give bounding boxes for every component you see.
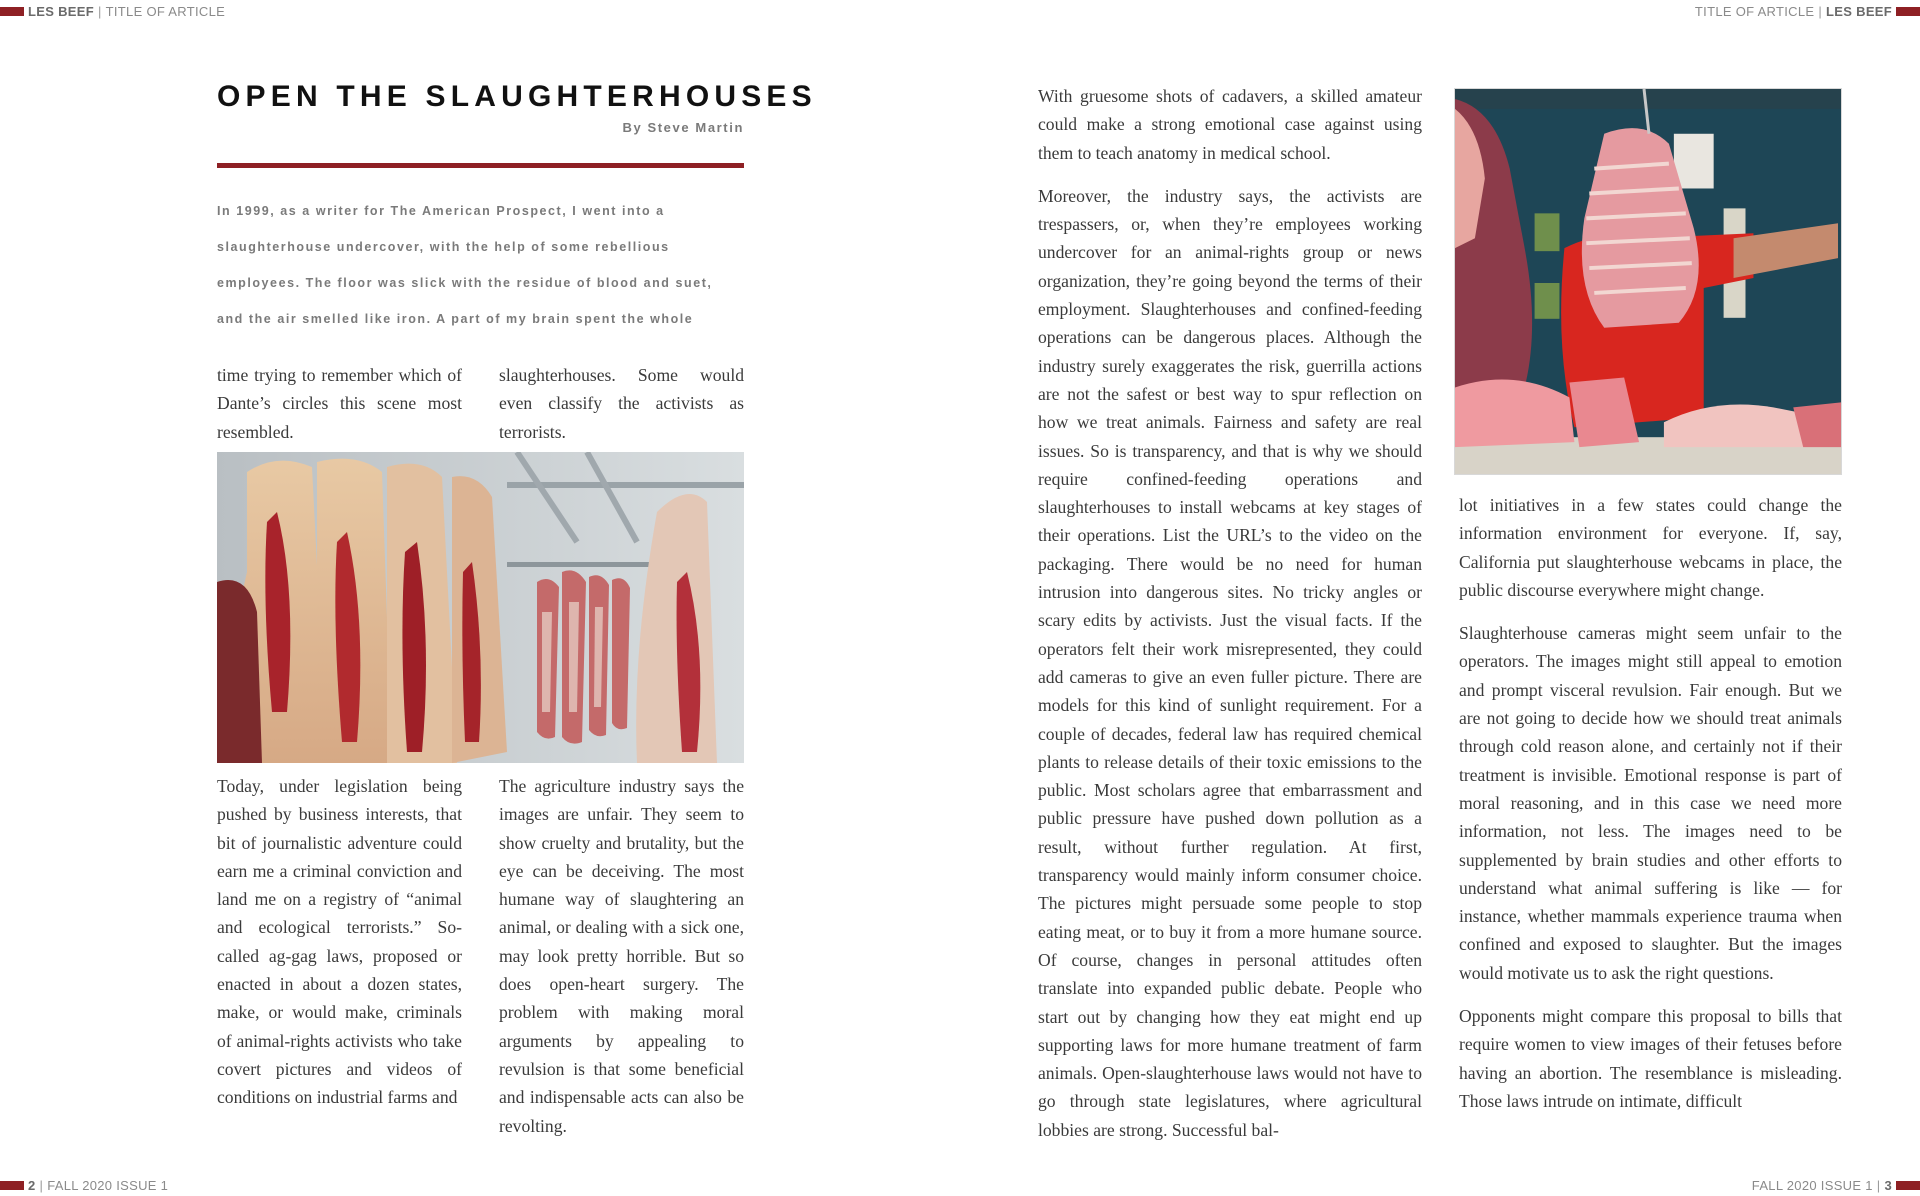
paragraph: Opponents might compare this proposal to bills that require women to view images of their fetuses before having an abortion. The resemblance is misleading. Those laws intrude on intimate, difficult	[1459, 1006, 1842, 1111]
right-col2	[1459, 491, 1842, 1115]
paragraph-gap	[1459, 604, 1842, 619]
accent-bar	[1896, 7, 1920, 16]
photo-carcasses-icon	[217, 452, 744, 763]
left-col2-bottom	[499, 772, 744, 1140]
right-col1	[1038, 82, 1422, 1144]
section-title: TITLE OF ARTICLE	[105, 4, 226, 19]
left-col1-bottom	[217, 772, 462, 1112]
issue-label: FALL 2020 ISSUE 1	[47, 1178, 169, 1193]
accent-bar	[0, 1181, 24, 1190]
paragraph: The agriculture industry says the images are unfair. They seem to show cruelty and brutality, but the eye can be deceiving. The most humane way of slaughtering an animal, or dealing with a sick one, may look pretty horrible. But so does open-heart surgery. The problem with making moral arguments by appealing to revulsion is that some beneficial and indispensable acts can also be revolting.	[499, 776, 744, 1136]
section-title: TITLE OF ARTICLE	[1694, 4, 1815, 19]
photo-carcasses	[217, 452, 744, 763]
issue-label: FALL 2020 ISSUE 1	[1751, 1178, 1873, 1193]
paragraph-gap	[1459, 987, 1842, 1002]
running-footer-right	[1752, 1178, 1920, 1193]
separator: |	[97, 4, 102, 19]
byline: By Steve Martin	[622, 120, 744, 135]
accent-bar	[1896, 1181, 1920, 1190]
photo-butcher	[1454, 88, 1842, 475]
left-col1-top	[217, 361, 462, 446]
left-col2-top	[499, 361, 744, 446]
page-number: 2	[28, 1178, 36, 1193]
paragraph: slaughterhouses. Some would even classify the activists as terrorists.	[499, 365, 744, 442]
running-header-right	[1695, 4, 1920, 19]
article-title: OPEN THE SLAUGHTERHOUSES	[217, 80, 817, 113]
paragraph: Slaughterhouse cameras might seem unfair to the operators. The images might still appeal to emotion and prompt visceral revulsion. Fair enough. But we are not going to decide how we should treat animals through cold reason alone, and certainly not if their treatment is invisible. Emotional response is part of moral reasoning, and in this case we need more information, not less. The images need to be supplemented by brain studies and other efforts to understand what animal suffering is like — for instance, whether mammals experience trauma when confined and exposed to slaughter. But the images would motivate us to ask the right questions.	[1459, 623, 1842, 983]
paragraph: With gruesome shots of cadavers, a skilled amateur could make a strong emotional case against using them to teach anatomy in medical school.	[1038, 86, 1422, 163]
paragraph: Moreover, the industry says, the activists are trespassers, or, when they’re employees working undercover for an animal-rights group or news organization, they’re going beyond the terms of their employment. Slaughterhouses and confined-feeding operations can be dangerous places. Although the industry surely exaggerates the risk, guerrilla actions are not the safest or best way to spur reflection on how we treat animals. Fairness and safety are real issues. So is transparency, and that is why we should require confined-feeding operations and slaughterhouses to install webcams at key stages of their operations. List the URL’s to the video on the packaging. There would be no need for human intrusion into dangerous sites. No tricky angles or scary edits by activists. Just the visual facts. If the operators felt their work misrepresented, they could add cameras to give an even fuller picture. There are models for this kind of sunlight requirement. For a couple of decades, federal law has required chemical plants to release details of their toxic emissions to the public. Most scholars agree that embarrassment and public pressure have pushed down pollution as a result, without further regulation. At first, transparency would mainly inform consumer choice. The pictures might persuade some people to stop eating meat, or to buy it from a more humane source. Of course, changes in personal attitudes often translate into expanded public debate. People who start out by changing how they eat might end up supporting laws for more humane treatment of farm animals. Open-slaughterhouse laws would not have to go through state legislatures, where agricultural lobbies are strong. Successful bal-	[1038, 185, 1422, 1140]
title-rule	[217, 163, 744, 168]
paragraph: time trying to remember which of Dante’s circles this scene most resembled.	[217, 365, 462, 442]
running-footer-left	[0, 1178, 168, 1193]
page-number: 3	[1884, 1178, 1892, 1193]
lede-paragraph: In 1999, as a writer for The American Prospect, I went into a slaughterhouse undercover, with the help of some rebellious employees. The floor was slick with the residue of blood and suet, and the air smelled like iron. A part of my brain spent the whole	[217, 204, 713, 326]
publication-name: LES BEEF	[1826, 4, 1892, 19]
photo-butcher-icon	[1455, 89, 1841, 474]
separator: |	[1876, 1178, 1881, 1193]
paragraph-gap	[1038, 167, 1422, 182]
separator: |	[1818, 4, 1823, 19]
accent-bar	[0, 7, 24, 16]
paragraph: Today, under legislation being pushed by business interests, that bit of journalistic adventure could earn me a criminal conviction and land me on a registry of “animal and ecological terrorists.” So-called ag-gag laws, proposed or enacted in about a dozen states, make, or would make, criminals of animal-rights activists who take covert pictures and videos of conditions on industrial farms and	[217, 776, 462, 1108]
running-header-left	[0, 4, 225, 19]
separator: |	[39, 1178, 44, 1193]
paragraph: lot initiatives in a few states could change the information environment for everyone. If, say, California put slaughterhouse webcams in place, the public discourse everywhere might change.	[1459, 495, 1842, 600]
publication-name: LES BEEF	[28, 4, 94, 19]
